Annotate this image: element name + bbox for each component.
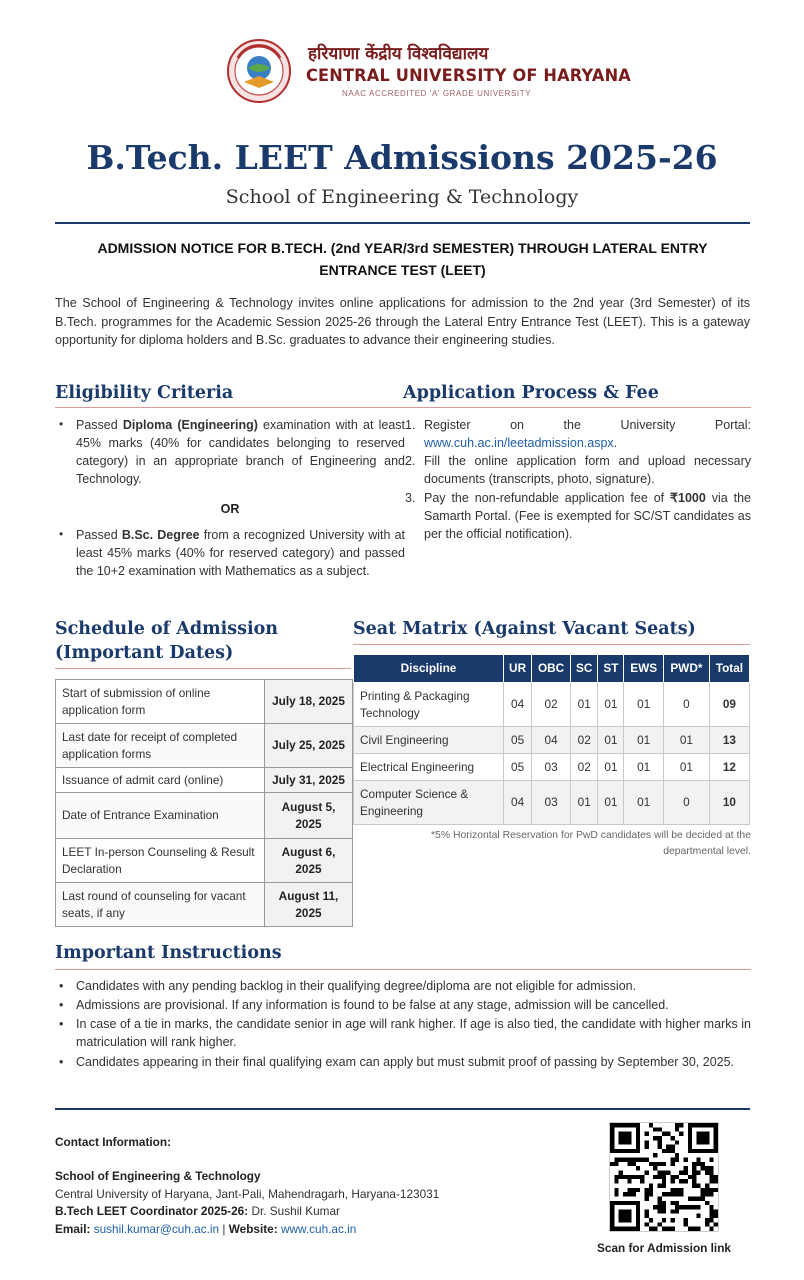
seat-cell: 01	[624, 683, 664, 727]
instructions-heading: Important Instructions	[55, 943, 282, 963]
logo-english-name: CENTRAL UNIVERSITY OF HARYANA	[306, 66, 631, 86]
seat-cell: 02	[532, 683, 571, 727]
seat-matrix-footnote: *5% Horizontal Reservation for PwD candidates will be decided at the departmental level.	[431, 830, 751, 857]
seat-cell: 0	[663, 781, 709, 825]
page-title: B.Tech. LEET Admissions 2025-26	[86, 138, 718, 177]
seat-matrix-divider	[353, 644, 750, 645]
eligibility-item-bsc: • Passed B.Sc. Degree from a recognized University with at least 45% marks (40% for reserved category) and passed the 10+2 examination with Mathematics as a subject.	[55, 526, 405, 580]
application-step-2: 2. Fill the online application form and upload necessary documents (transcripts, photo, signature).	[405, 454, 751, 487]
schedule-event: Last round of counseling for vacant seats, if any	[56, 883, 265, 927]
table-row	[354, 683, 750, 727]
admission-portal-link[interactable]: www.cuh.ac.in/leetadmission.aspx	[424, 436, 614, 451]
instruction-item: • Candidates with any pending backlog in their qualifying degree/diploma are not eligible for admission.	[55, 977, 751, 995]
logo-hindi-name: हरियाणा केंद्रीय विश्वविद्यालय	[308, 44, 489, 64]
schedule-event: Issuance of admit card (online)	[56, 768, 265, 793]
contact-address: Central University of Haryana, Jant-Pali, Mahendragarh, Haryana-123031	[55, 1186, 440, 1201]
seat-cell: 02	[571, 754, 598, 781]
instructions-divider	[55, 969, 751, 970]
eligibility-heading: Eligibility Criteria	[55, 383, 234, 403]
university-logo	[226, 32, 631, 112]
instruction-item: • Candidates appearing in their final qualifying exam can apply but must submit proof of passing by September 30, 2025.	[55, 1053, 751, 1071]
header-divider	[55, 222, 750, 224]
col-header: Total	[709, 655, 749, 683]
application-section	[403, 416, 751, 543]
col-header: Discipline	[354, 655, 504, 683]
col-header: UR	[504, 655, 532, 683]
qr-code-icon[interactable]	[609, 1122, 719, 1232]
schedule-divider	[55, 668, 351, 669]
schedule-date: July 31, 2025	[265, 768, 353, 793]
seat-total: 09	[709, 683, 749, 727]
contact-email-website: Email: sushil.kumar@cuh.ac.in | Website: www.cuh.ac.in	[55, 1221, 357, 1236]
seat-cell: 01	[624, 727, 664, 754]
application-step-3: 3. Pay the non-refundable application fee of ₹1000 via the Samarth Portal. (Fee is exempted for SC/ST candidates as per the official notification).	[405, 490, 751, 541]
email-link[interactable]: sushil.kumar@cuh.ac.in	[93, 1221, 220, 1236]
schedule-event: LEET In-person Counseling & Result Declaration	[56, 839, 265, 883]
instructions-section	[55, 977, 751, 1072]
seat-cell: 0	[663, 683, 709, 727]
col-header: ST	[598, 655, 624, 683]
seat-cell: 04	[504, 781, 532, 825]
col-header: OBC	[532, 655, 571, 683]
eligibility-item-diploma: • Passed Diploma (Engineering) examination with at least 45% marks (40% for candidates belonging to reserved category) in an appropriate branch of Engineering and Technology.	[55, 416, 405, 489]
seat-cell: 01	[571, 781, 598, 825]
eligibility-divider	[55, 407, 403, 408]
instruction-item: • In case of a tie in marks, the candidate senior in age will rank higher. If age is also tied, the candidate with higher marks in matriculation will rank higher.	[55, 1015, 751, 1051]
application-step-1: 1. Register on the University Portal: www.cuh.ac.in/leetadmission.aspx.	[405, 418, 751, 451]
seat-cell: 01	[598, 754, 624, 781]
seat-cell: 04	[504, 683, 532, 727]
university-seal-icon	[226, 38, 292, 104]
schedule-date: August 5, 2025	[265, 793, 353, 839]
schedule-table	[55, 679, 353, 927]
table-row	[56, 839, 353, 883]
seat-total: 10	[709, 781, 749, 825]
table-row	[56, 680, 353, 724]
seat-cell: 01	[624, 754, 664, 781]
table-row	[354, 781, 750, 825]
table-row	[56, 883, 353, 927]
seat-matrix-heading: Seat Matrix (Against Vacant Seats)	[353, 619, 696, 639]
qr-caption: Scan for Admission link	[597, 1241, 731, 1255]
seat-discipline: Computer Science & Engineering	[354, 781, 504, 825]
contact-school: School of Engineering & Technology	[55, 1169, 261, 1184]
schedule-event: Date of Entrance Examination	[56, 793, 265, 839]
seat-discipline: Electrical Engineering	[354, 754, 504, 781]
schedule-date: August 6, 2025	[265, 839, 353, 883]
schedule-date: July 18, 2025	[265, 680, 353, 724]
application-divider	[403, 407, 751, 408]
seat-total: 12	[709, 754, 749, 781]
seat-cell: 05	[504, 754, 532, 781]
notice-intro: The School of Engineering & Technology invites online applications for admission to the 2nd year (3rd Semester) of its B.Tech. programmes for the Academic Session 2025-26 through the Lateral Entry Entrance Test (LEET). This is a gateway opportunity for diploma holders and B.Sc. graduates to advance their engineering studies.	[55, 296, 750, 348]
schedule-heading: Schedule of Admission (Important Dates)	[55, 619, 279, 663]
seat-cell: 01	[663, 727, 709, 754]
table-row	[354, 754, 750, 781]
seat-discipline: Printing & Packaging Technology	[354, 683, 504, 727]
seat-cell: 01	[624, 781, 664, 825]
seat-cell: 01	[598, 727, 624, 754]
col-header: EWS	[624, 655, 664, 683]
seat-cell: 03	[532, 754, 571, 781]
website-link[interactable]: www.cuh.ac.in	[280, 1221, 357, 1236]
contact-coordinator: B.Tech LEET Coordinator 2025-26: Dr. Sushil Kumar	[55, 1204, 340, 1219]
seat-cell: 03	[532, 781, 571, 825]
table-row	[56, 724, 353, 768]
col-header: PWD*	[663, 655, 709, 683]
instruction-item: • Admissions are provisional. If any information is found to be false at any stage, admission will be cancelled.	[55, 996, 751, 1014]
schedule-event: Last date for receipt of completed application forms	[56, 724, 265, 768]
seat-cell: 04	[532, 727, 571, 754]
seat-discipline: Civil Engineering	[354, 727, 504, 754]
table-row	[56, 793, 353, 839]
contact-heading: Contact Information:	[55, 1135, 171, 1149]
table-row	[56, 768, 353, 793]
seat-cell: 01	[663, 754, 709, 781]
eligibility-section	[55, 416, 405, 580]
table-header-row	[354, 655, 750, 683]
eligibility-or: OR	[220, 501, 240, 516]
contact-section	[55, 1134, 575, 1238]
schedule-date: July 25, 2025	[265, 724, 353, 768]
schedule-date: August 11, 2025	[265, 883, 353, 927]
application-heading: Application Process & Fee	[403, 383, 659, 403]
notice-title: ADMISSION NOTICE FOR B.TECH. (2nd YEAR/3rd SEMESTER) THROUGH LATERAL ENTRY ENTRANCE TEST (LEET)	[97, 240, 708, 278]
table-row	[354, 727, 750, 754]
seat-cell: 01	[598, 781, 624, 825]
seat-total: 13	[709, 727, 749, 754]
seat-matrix-table	[353, 654, 750, 825]
page-subtitle: School of Engineering & Technology	[225, 186, 579, 208]
footer-divider	[55, 1108, 750, 1110]
seat-cell: 01	[598, 683, 624, 727]
schedule-event: Start of submission of online application form	[56, 680, 265, 724]
seat-cell: 05	[504, 727, 532, 754]
col-header: SC	[571, 655, 598, 683]
seat-cell: 01	[571, 683, 598, 727]
logo-tagline: NAAC ACCREDITED 'A' GRADE UNIVERSITY	[342, 89, 532, 98]
seat-cell: 02	[571, 727, 598, 754]
